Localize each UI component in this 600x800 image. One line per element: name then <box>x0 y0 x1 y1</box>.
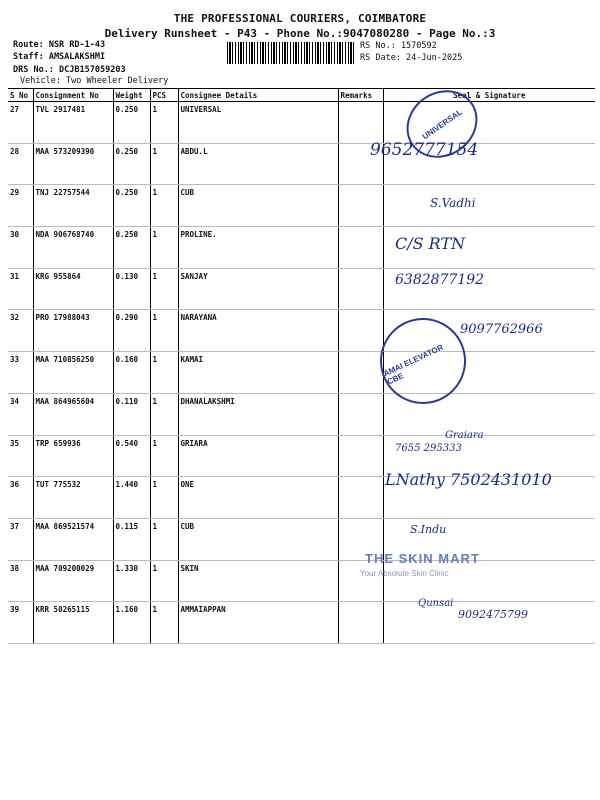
row-weight: 0.540 <box>113 435 150 477</box>
row-consignee: ONE <box>178 477 338 519</box>
row-sno: 34 <box>8 393 33 435</box>
row-consignee: AMMAIAPPAN <box>178 602 338 644</box>
col-consignment: Consignment No <box>33 89 113 102</box>
table-header-row <box>8 89 595 102</box>
row-weight: 0.115 <box>113 518 150 560</box>
row-sno: 39 <box>8 602 33 644</box>
row-weight: 0.250 <box>113 143 150 185</box>
signature-row-37: S.Indu <box>410 523 447 536</box>
route-label: Route: NSR RD-1-43 <box>13 40 106 50</box>
row-pcs: 1 <box>150 435 178 477</box>
row-consignment: MAA 864965604 <box>33 393 113 435</box>
signature-row-29: S.Vadhi <box>430 196 476 210</box>
row-consignee: SANJAY <box>178 268 338 310</box>
table-row <box>8 393 595 435</box>
row-consignment: TUT 775532 <box>33 477 113 519</box>
row-sno: 29 <box>8 185 33 227</box>
col-pcs: PCS <box>150 89 178 102</box>
row-consignee: CUB <box>178 185 338 227</box>
col-weight: Weight <box>113 89 150 102</box>
row-consignee: ABDU.L <box>178 143 338 185</box>
row-signature <box>383 185 595 227</box>
row-weight: 0.290 <box>113 310 150 352</box>
row-sno: 28 <box>8 143 33 185</box>
row-weight: 0.250 <box>113 185 150 227</box>
row-pcs: 1 <box>150 602 178 644</box>
row-remarks <box>338 102 383 144</box>
row-remarks <box>338 477 383 519</box>
col-remarks: Remarks <box>338 89 383 102</box>
universal-stamp: UNIVERSAL <box>393 77 490 172</box>
table-row <box>8 560 595 602</box>
row-consignment: KRG 955864 <box>33 268 113 310</box>
signature-row-32: 9097762966 <box>460 322 543 337</box>
row-remarks <box>338 602 383 644</box>
row-consignment: MAA 709200029 <box>33 560 113 602</box>
signature-row-31: 6382877192 <box>395 272 485 288</box>
col-signature: Seal & Signature <box>383 89 595 102</box>
row-pcs: 1 <box>150 393 178 435</box>
skin-mart-stamp: THE SKIN MART <box>365 551 480 566</box>
table-row <box>8 185 595 227</box>
table-row <box>8 102 595 144</box>
skin-mart-subtext: Your Absolute Skin Clinic <box>360 569 449 578</box>
row-sno: 33 <box>8 352 33 394</box>
staff-label: Staff: AMSALAKSHMI <box>13 52 106 62</box>
table-row <box>8 518 595 560</box>
barcode-image <box>227 42 355 64</box>
row-consignment: TVL 2917481 <box>33 102 113 144</box>
row-remarks <box>338 435 383 477</box>
row-pcs: 1 <box>150 310 178 352</box>
row-remarks <box>338 227 383 269</box>
row-weight: 0.250 <box>113 102 150 144</box>
row-weight: 0.250 <box>113 227 150 269</box>
row-consignee: CUB <box>178 518 338 560</box>
row-pcs: 1 <box>150 518 178 560</box>
signature-row-35-name: Graiara <box>445 430 484 441</box>
row-sno: 36 <box>8 477 33 519</box>
signature-row-28: 9652777154 <box>370 140 479 160</box>
row-consignee: DHANALAKSHMI <box>178 393 338 435</box>
row-weight: 0.110 <box>113 393 150 435</box>
row-pcs: 1 <box>150 102 178 144</box>
signature-row-36: LNathy 7502431010 <box>385 470 552 489</box>
col-sno: S No <box>8 89 33 102</box>
col-consignee: Consignee Details <box>178 89 338 102</box>
row-remarks <box>338 185 383 227</box>
row-pcs: 1 <box>150 143 178 185</box>
row-sno: 37 <box>8 518 33 560</box>
runsheet-table <box>8 88 595 644</box>
runsheet-subtitle: Delivery Runsheet - P43 - Phone No.:9047080280 - Page No.:3 <box>104 27 496 40</box>
rs-number: RS No.: 1570592 <box>360 41 437 51</box>
signature-row-30: C/S RTN <box>395 234 466 253</box>
table-row <box>8 227 595 269</box>
row-consignment: KRR 50265115 <box>33 602 113 644</box>
row-remarks <box>338 560 383 602</box>
signature-row-39-name: Qunsai <box>418 598 454 609</box>
row-pcs: 1 <box>150 477 178 519</box>
row-pcs: 1 <box>150 268 178 310</box>
row-weight: 1.330 <box>113 560 150 602</box>
row-weight: 1.160 <box>113 602 150 644</box>
row-signature <box>383 560 595 602</box>
row-remarks <box>338 268 383 310</box>
table-row <box>8 268 595 310</box>
drs-label: DRS No.: DCJB157059203 <box>13 65 126 75</box>
row-consignee: PROLINE. <box>178 227 338 269</box>
row-sno: 27 <box>8 102 33 144</box>
row-sno: 31 <box>8 268 33 310</box>
row-consignment: NDA 906768740 <box>33 227 113 269</box>
row-sno: 30 <box>8 227 33 269</box>
row-consignment: MAA 869521574 <box>33 518 113 560</box>
signature-row-39-phone: 9092475799 <box>458 608 528 621</box>
row-consignment: MAA 573209390 <box>33 143 113 185</box>
row-sno: 38 <box>8 560 33 602</box>
vehicle-label: Vehicle: Two Wheeler Delivery <box>20 76 169 86</box>
row-weight: 1.440 <box>113 477 150 519</box>
row-pcs: 1 <box>150 560 178 602</box>
rs-date: RS Date: 24-Jun-2025 <box>360 53 463 63</box>
row-remarks <box>338 352 383 394</box>
row-consignee: NARAYANA <box>178 310 338 352</box>
row-remarks <box>338 310 383 352</box>
company-title: THE PROFESSIONAL COURIERS, COIMBATORE <box>173 12 427 25</box>
table-row <box>8 352 595 394</box>
row-weight: 0.160 <box>113 352 150 394</box>
row-sno: 35 <box>8 435 33 477</box>
row-remarks <box>338 393 383 435</box>
signature-row-35-phone: 7655 295333 <box>395 443 462 454</box>
row-pcs: 1 <box>150 185 178 227</box>
row-pcs: 1 <box>150 352 178 394</box>
row-consignee: KAMAI <box>178 352 338 394</box>
table-row <box>8 143 595 185</box>
row-pcs: 1 <box>150 227 178 269</box>
row-consignment: TRP 659936 <box>33 435 113 477</box>
elevator-stamp: AMAI ELEVATOR CBE <box>366 304 480 418</box>
row-consignee: GRIARA <box>178 435 338 477</box>
row-consignee: SKIN <box>178 560 338 602</box>
row-consignment: PRO 17988043 <box>33 310 113 352</box>
row-consignment: TNJ 22757544 <box>33 185 113 227</box>
row-weight: 0.130 <box>113 268 150 310</box>
row-sno: 32 <box>8 310 33 352</box>
row-consignee: UNIVERSAL <box>178 102 338 144</box>
row-consignment: MAA 710856250 <box>33 352 113 394</box>
